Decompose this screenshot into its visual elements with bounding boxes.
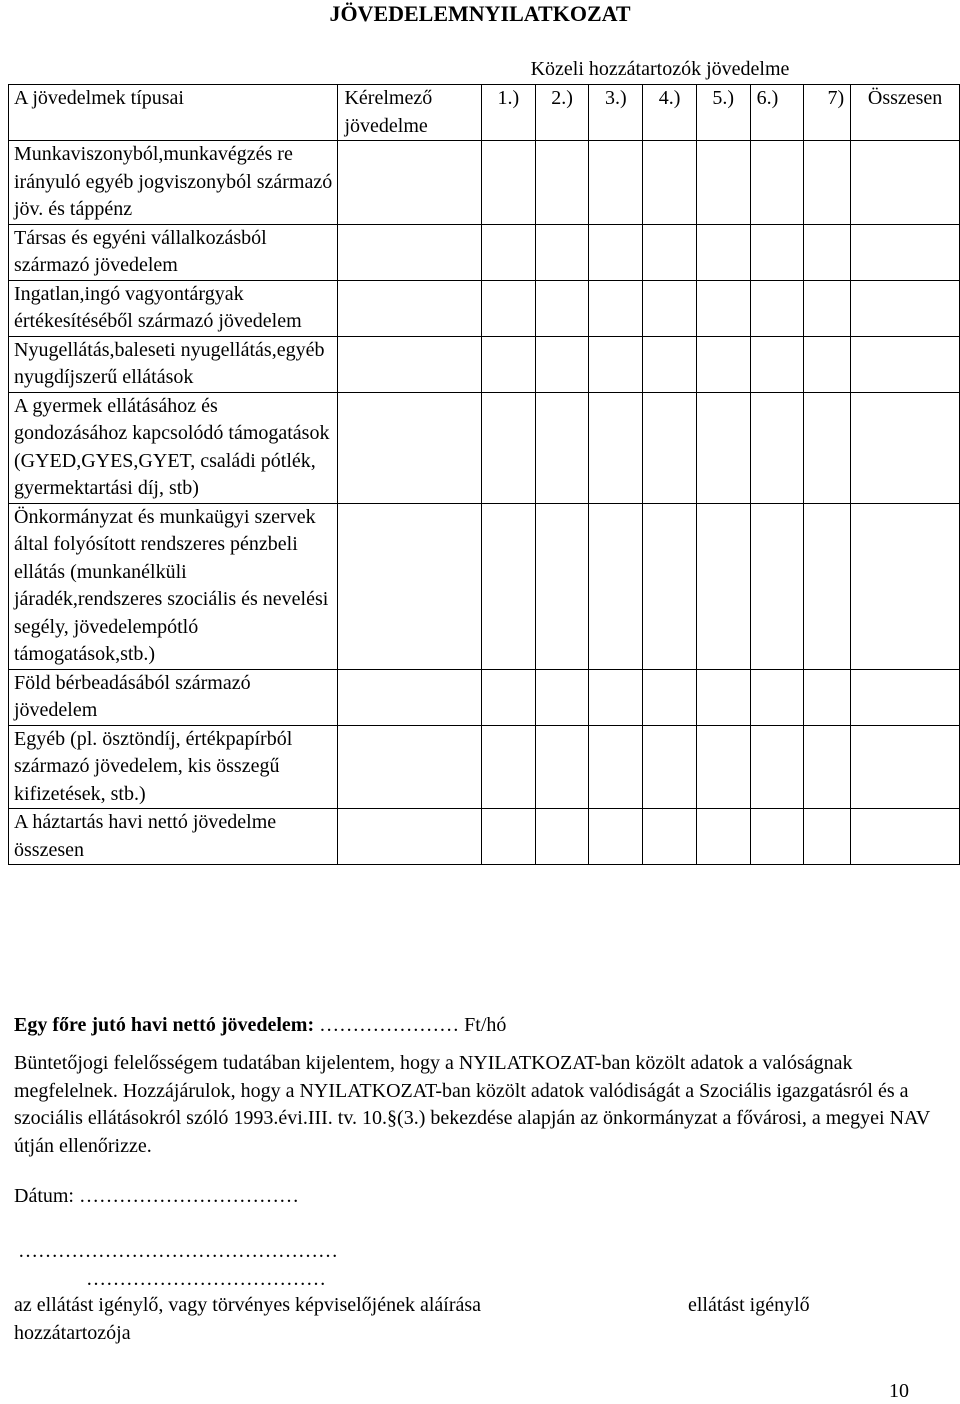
relative-cell[interactable] [804,336,851,392]
table-row [9,392,960,503]
date-label: Dátum: [14,1185,74,1207]
relatives-group-header: Közeli hozzátartozók jövedelme [530,58,790,80]
row-label: Önkormányzat és munkaügyi szervek által folyósított rendszeres pénzbeli ellátás (munkanélküli járadék,rendszeres szociális és nevelési segély, jövedelempótló támogatások,stb.) [9,503,338,669]
relative-cell[interactable] [589,503,643,669]
header-applicant-income: Kérelmező jövedelme [338,85,482,141]
relative-cell[interactable] [589,809,643,865]
relative-cell[interactable] [482,280,536,336]
header-relative-7: 7) [804,85,851,141]
table-row [9,224,960,280]
relative-cell[interactable] [482,392,536,503]
relative-cell[interactable] [643,280,697,336]
date-blank[interactable]: …………………………… [79,1185,299,1207]
relative-cell[interactable] [750,141,804,225]
relative-cell[interactable] [696,669,750,725]
per-capita-label: Egy főre jutó havi nettó jövedelem: [14,1014,315,1036]
per-capita-unit: Ft/hó [464,1014,507,1036]
relative-cell[interactable] [750,392,804,503]
relative-cell[interactable] [750,669,804,725]
relative-cell[interactable] [643,336,697,392]
header-relative-5: 5.) [696,85,750,141]
relative-cell[interactable] [696,725,750,809]
applicant-cell[interactable] [338,336,482,392]
row-label: Egyéb (pl. ösztöndíj, értékpapírból származó jövedelem, kis összegű kifizetések, stb.) [9,725,338,809]
row-label: A gyermek ellátásához és gondozásához kapcsolódó támogatások (GYED,GYES,GYET, családi pótlék, gyermektartási díj, stb) [9,392,338,503]
relative-cell[interactable] [482,809,536,865]
total-cell[interactable] [851,669,960,725]
relative-cell[interactable] [804,669,851,725]
signature-line-2[interactable]: ……………………………… [86,1268,326,1290]
document-title: JÖVEDELEMNYILATKOZAT [329,1,631,26]
relative-cell[interactable] [535,141,589,225]
signature-line-1[interactable]: ………………………………………… [18,1240,338,1262]
row-label: Nyugellátás,baleseti nyugellátás,egyéb nyugdíjszerű ellátások [9,336,338,392]
total-cell[interactable] [851,224,960,280]
relative-cell[interactable] [804,725,851,809]
relative-cell[interactable] [750,224,804,280]
relative-cell[interactable] [482,141,536,225]
relative-cell[interactable] [643,809,697,865]
header-relative-3: 3.) [589,85,643,141]
relative-cell[interactable] [482,725,536,809]
relative-cell[interactable] [643,141,697,225]
row-label: Föld bérbeadásából származó jövedelem [9,669,338,725]
relative-cell[interactable] [589,141,643,225]
relative-cell[interactable] [643,392,697,503]
applicant-cell[interactable] [338,725,482,809]
relative-cell[interactable] [535,503,589,669]
relative-cell[interactable] [696,280,750,336]
income-table [8,84,960,865]
header-relative-2: 2.) [535,85,589,141]
applicant-cell[interactable] [338,809,482,865]
relative-cell[interactable] [589,280,643,336]
relative-cell[interactable] [696,809,750,865]
relative-cell[interactable] [804,392,851,503]
table-row [9,725,960,809]
date-line [14,1183,299,1209]
relative-cell[interactable] [535,336,589,392]
signature-caption-left: az ellátást igénylő, vagy törvényes képviselőjének aláírása [14,1294,482,1316]
per-capita-income [14,1012,506,1038]
relative-cell[interactable] [589,224,643,280]
relative-cell[interactable] [696,503,750,669]
relative-cell[interactable] [535,725,589,809]
per-capita-blank[interactable]: ………………… [319,1014,460,1036]
relative-cell[interactable] [482,669,536,725]
relative-cell[interactable] [696,141,750,225]
signature-caption-right: ellátást igénylő [688,1294,810,1316]
applicant-cell[interactable] [338,669,482,725]
relative-cell[interactable] [804,503,851,669]
relative-cell[interactable] [643,503,697,669]
relative-cell[interactable] [804,809,851,865]
total-cell[interactable] [851,141,960,225]
table-row [9,336,960,392]
relative-cell[interactable] [535,224,589,280]
relative-cell[interactable] [643,669,697,725]
relative-cell[interactable] [696,392,750,503]
page-number: 10 [889,1380,909,1402]
row-label: Ingatlan,ingó vagyontárgyak értékesítéséből származó jövedelem [9,280,338,336]
relative-cell[interactable] [804,224,851,280]
row-label: A háztartás havi nettó jövedelme összesen [9,809,338,865]
relative-cell[interactable] [696,224,750,280]
applicant-cell[interactable] [338,503,482,669]
applicant-cell[interactable] [338,141,482,225]
header-relative-1: 1.) [482,85,536,141]
relative-cell[interactable] [535,809,589,865]
relative-cell[interactable] [535,280,589,336]
relative-cell[interactable] [589,725,643,809]
row-label: Társas és egyéni vállalkozásból származó jövedelem [9,224,338,280]
relative-cell[interactable] [482,336,536,392]
applicant-cell[interactable] [338,224,482,280]
relative-cell[interactable] [804,280,851,336]
total-cell[interactable] [851,336,960,392]
relative-cell[interactable] [535,669,589,725]
table-header-row [9,85,960,141]
total-cell[interactable] [851,392,960,503]
relative-cell[interactable] [750,725,804,809]
relative-cell[interactable] [750,336,804,392]
relative-cell[interactable] [750,503,804,669]
header-relative-6: 6.) [750,85,804,141]
table-row [9,503,960,669]
relative-cell[interactable] [589,392,643,503]
relative-cell[interactable] [696,336,750,392]
relative-cell[interactable] [804,141,851,225]
table-row [9,280,960,336]
declaration-text: Büntetőjogi felelősségem tudatában kijelentem, hogy a NYILATKOZAT-ban közölt adatok a valóságnak megfelelnek. Hozzájárulok, hogy a NYILATKOZAT-ban közölt adatok valódiságát a Szociális igazgatásról és a szociális ellátásokról szóló 1993.évi.III. tv. 10.§(3.) bekezdése alapján az önkormányzat a fővárosi, a megyei NAV útján ellenőrizze. [14,1052,930,1157]
relative-cell[interactable] [750,280,804,336]
header-income-type: A jövedelmek típusai [9,85,338,141]
relative-cell[interactable] [643,725,697,809]
table-row [9,669,960,725]
relative-cell[interactable] [482,224,536,280]
relative-cell[interactable] [643,224,697,280]
total-cell[interactable] [851,503,960,669]
relative-cell[interactable] [535,392,589,503]
relative-cell[interactable] [750,809,804,865]
signature-caption-left-cont: hozzátartozója [14,1322,131,1344]
relative-cell[interactable] [589,669,643,725]
table-row [9,809,960,865]
applicant-cell[interactable] [338,392,482,503]
header-total: Összesen [851,85,960,141]
total-cell[interactable] [851,725,960,809]
relative-cell[interactable] [589,336,643,392]
table-row [9,141,960,225]
total-cell[interactable] [851,809,960,865]
total-cell[interactable] [851,280,960,336]
row-label: Munkaviszonyból,munkavégzés re irányuló egyéb jogviszonyból származó jöv. és táppénz [9,141,338,225]
relative-cell[interactable] [482,503,536,669]
applicant-cell[interactable] [338,280,482,336]
header-relative-4: 4.) [643,85,697,141]
